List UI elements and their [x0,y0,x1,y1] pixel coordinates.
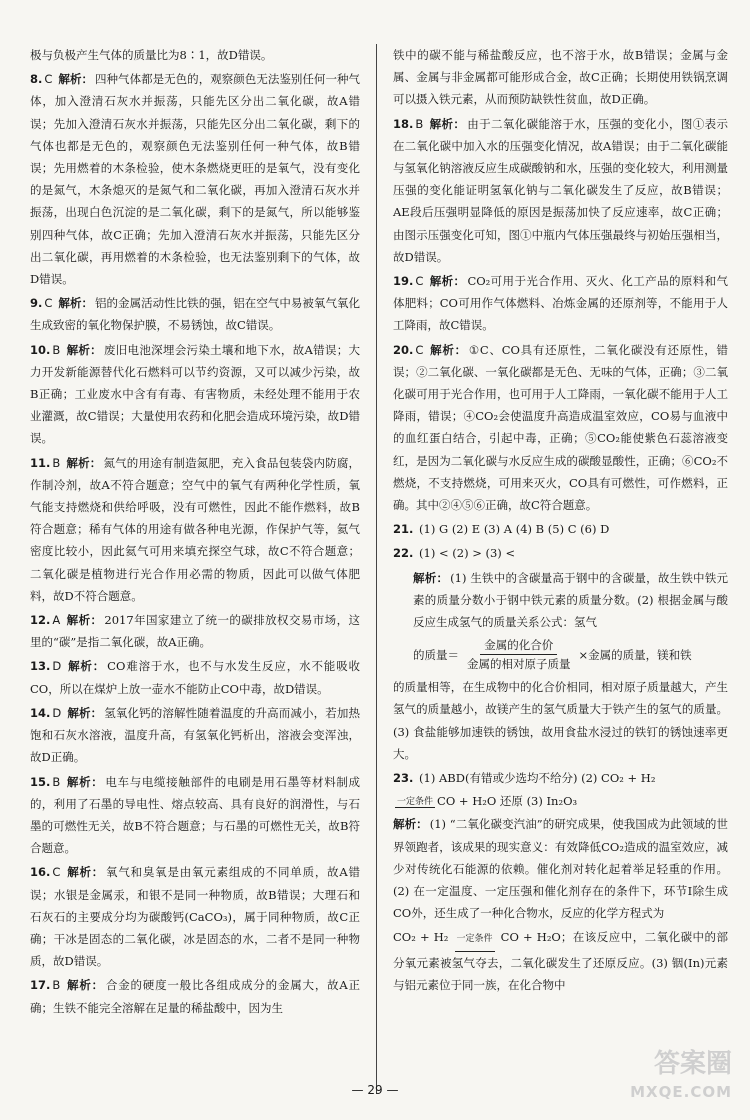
watermark-logo: 答案圈 MXQE.COM [630,1049,732,1101]
answer-16: 16. C 解析： 氧气和臭氧是由氧元素组成的不同单质，故A错误；水银是金属汞，和银不是同一种物质，故B错误；大理石和石灰石的主要成分均为碳酸钙(CaCO₃)，属于同种物质，故C正确；干冰是固态的二氧化碳，冰是固态的水，二者不是同一种物质，故D错误。 [30,865,361,969]
left-column [30,44,360,1021]
answer-22-explanation: 解析： (1) 生铁中的含碳量高于钢中的含碳量，故生铁中铁元素的质量分数小于钢中铁元素的质量分数。(2) 根据金属与酸反应生成氢气的质量关系公式：氢气 [413,570,728,630]
answer-17-tail: 铁中的碳不能与稀盐酸反应，也不溶于水，故B错误；金属与金属、金属与非金属都可能形成合金，故C正确；长期使用铁锅烹调可以摄入铁元素，从而预防缺铁性贫血，故D正确。 [393,48,728,107]
answer-18: 18. B 解析： 由于二氧化碳能溶于水，压强的变化小，图①表示在二氧化碳中加入水的压强变化情况，故A错误；由于二氧化碳能与氢氧化钠溶液反应生成碳酸钠和水，压强的变化较大，利用测量压强的变化能证明氢氧化钠与二氧化碳发生了反应，故B错误；AE段后压强明显降低的原因是振荡加快了反应速率，故C正确；由图示压强变化可知，图①中瓶内气体压强最终与初始压强相当，故D错误。 [393,116,729,264]
hydrogen-mass-formula: 的质量＝ $\frac{\text{金属的化合价}}{\text{金属的相对原子质量}}$ ×金属的质量，镁和铁 [413,638,692,672]
answer-21: 21. (1) G (2) E (3) A (4) B (5) C (6) D [393,522,610,537]
answer-7-tail: 极与负极产生气体的质量比为8∶1，故D错误。 [30,48,273,62]
answer-23-equation: 一定条件 CO + H₂O 还原 (3) In₂O₃ [397,794,578,809]
answer-23: 23. (1) ABD(有错或少选均不给分) (2) CO₂ + H₂ [393,771,656,786]
answer-10: 10. B 解析： 废旧电池深埋会污染土壤和地下水，故A错误；大力开发新能源替代化石燃料可以节约资源，又可以减少污染，故B正确；工业废水中含有有毒、有害物质，未经处理不能用于农业灌溉，故C错误；大量使用农药和化肥会造成环境污染，故D错误。 [30,342,360,446]
answer-22: 22. (1) < (2) > (3) < [393,546,516,561]
page-number: — 29 — [351,1083,399,1097]
answer-15: 15. B 解析： 电车与电缆接触部件的电刷是用石墨等材料制成的，利用了石墨的导电性、熔点较高、具有良好的润滑性，与石墨的可燃性无关，故B不符合题意；与石墨的可燃性无关，故B符合题意。 [30,774,361,856]
reaction-condition: 一定条件 [395,794,435,808]
answer-9: 9. C 解析： 铝的金属活动性比铁的强，铝在空气中易被氧气氧化生成致密的氧化物保护膜，不易锈蚀，故C错误。 [30,296,360,333]
answer-23-equation-2: CO₂ + H₂ 一定条件 CO + H₂O；在该反应中，二氧化碳中的部分氧元素被氢气夺去，二氧化碳发生了还原反应。(3) 铟(In)元素与铝元素位于同一族，在化合物中 [393,930,729,992]
column-divider [376,44,377,1094]
answer-14: 14. D 解析： 氢氧化钙的溶解性随着温度的升高而减小，若加热饱和石灰水溶液，温度升高，有氢氧化钙析出，溶液会变浑浊，故D正确。 [30,705,361,765]
right-column [393,44,728,998]
answer-23-explanation: 解析： (1) “二氧化碳变汽油”的研究成果，使我国成为此领域的世界领跑者，该成果的现实意义：有效降低CO₂造成的温室效应，减少对传统化石能源的依赖。催化剂对转化起着举足轻重的作用。(2) 在一定温度、一定压强和催化剂存在的条件下，环节Ⅰ除生成CO外，还生成了一种化合物水，反应的化学方程式为 [393,817,729,921]
answer-13: 13. D 解析： CO难溶于水，也不与水发生反应，水不能吸收CO，所以在煤炉上放一壶水不能防止CO中毒，故D错误。 [30,659,360,696]
answer-22-explanation-cont: 的质量相等，在生成物中的化合价相同，相对原子质量越大，产生氢气的质量越小，故镁产生的氢气质量大于铁产生的氢气的质量。(3) 食盐能够加速铁的锈蚀，故用食盐水浸过的铁钉的锈蚀速率更大。 [393,680,728,761]
reaction-condition-2: 一定条件 [455,928,495,951]
answer-12: 12. A 解析： 2017年国家建立了统一的碳排放权交易市场，这里的“碳”是指二氧化碳，故A正确。 [30,613,361,650]
answer-8: 8. C 解析： 四种气体都是无色的，观察颜色无法鉴别任何一种气体，加入澄清石灰水并振荡，只能先区分出二氧化碳，故A错误；先加入澄清石灰水并振荡，只能先区分出二氧化碳，剩下的气体也都是无色的，观察颜色无法鉴别任何一种气体，故B错误；先用燃着的木条检验，使木条燃烧更旺的是氧气，没有变化的是氮气，木条熄灭的是氮气和二氧化碳，再加入澄清石灰水并振荡，出现白色沉淀的是二氧化碳，剩下的是氮气，所以能够鉴别四种气体，故C正确；先加入澄清石灰水并振荡，只能先区分出二氧化碳，再用燃着的木条检验，也无法鉴别剩下的气体，故D错误。 [30,72,360,287]
formula-fraction: $\frac{\text{金属的化合价}}{\text{金属的相对原子质量}}$ [467,638,571,672]
answer-20: 20. C 解析： ①C、CO具有还原性，二氧化碳没有还原性，错误；②二氧化碳、一氧化碳都是无色、无味的气体，正确；③二氧化碳可用于光合作用，也可用于人工降雨，一氧化碳不能用于人工降雨，错误；④CO₂会使温度升高造成温室效应，CO易与血液中的血红蛋白结合，引起中毒，正确；⑤CO₂能使紫色石蕊溶液变红，是因为二氧化碳与水反应生成的碳酸显酸性，正确；⑥CO₂不燃烧，不支持燃烧，可用来灭火，CO具有可燃性，可作燃料，正确。其中②④⑤⑥正确，故C符合题意。 [393,342,729,513]
answer-17: 17. B 解析： 合金的硬度一般比各组成成分的金属大，故A正确；生铁不能完全溶解在足量的稀盐酸中，因为生 [30,978,360,1015]
answer-11: 11. B 解析： 氮气的用途有制造氮肥，充入食品包装袋内防腐，作制冷剂，故A不符合题意；空气中的氧气有两种化学性质，氧气能支持燃烧和供给呼吸，没有可燃性，因此不能作燃料，故B符合题意；稀有气体的用途有做各种电光源，作保护气等，氦气密度比较小，因此氦气可用来填充探空气球，故C不符合题意；二氧化碳是植物进行光合作用必需的物质，因此可以做气体肥料，故D不符合题意。 [30,455,361,603]
answer-19: 19. C 解析： CO₂可用于光合作用、灭火、化工产品的原料和气体肥料；CO可用作气体燃料、冶炼金属的还原剂等，不能用于人工降雨，故C错误。 [393,274,728,333]
